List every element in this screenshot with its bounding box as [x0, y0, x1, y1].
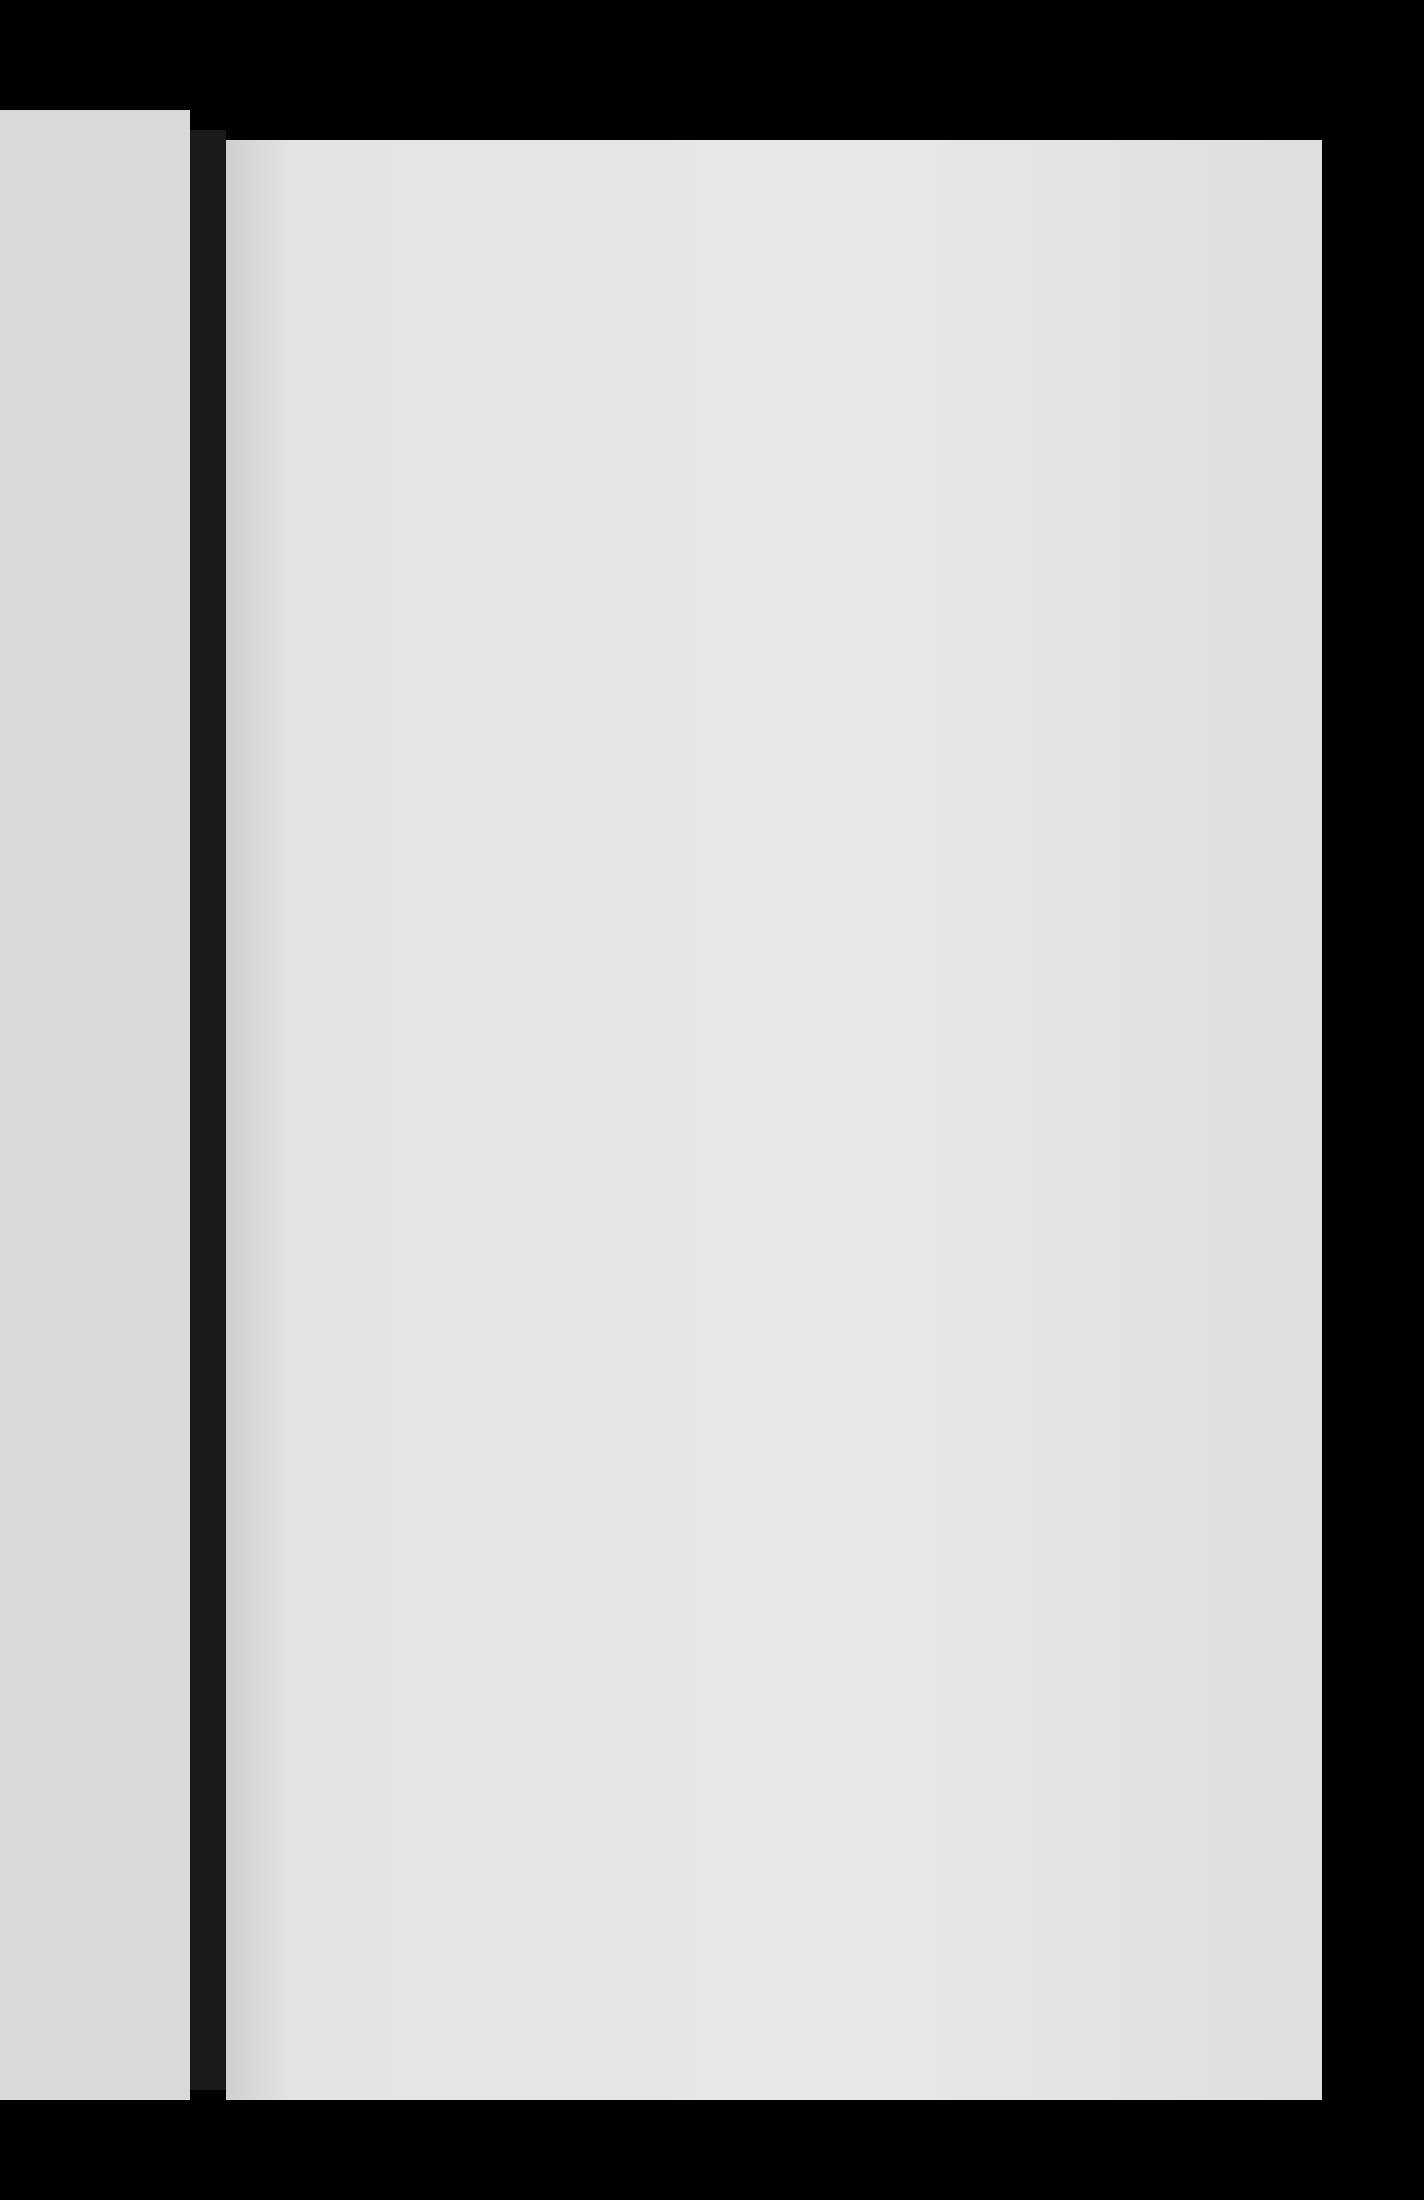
- facing-page: [0, 110, 190, 2100]
- book-gutter: [190, 130, 226, 2090]
- document-page: [226, 140, 1322, 2100]
